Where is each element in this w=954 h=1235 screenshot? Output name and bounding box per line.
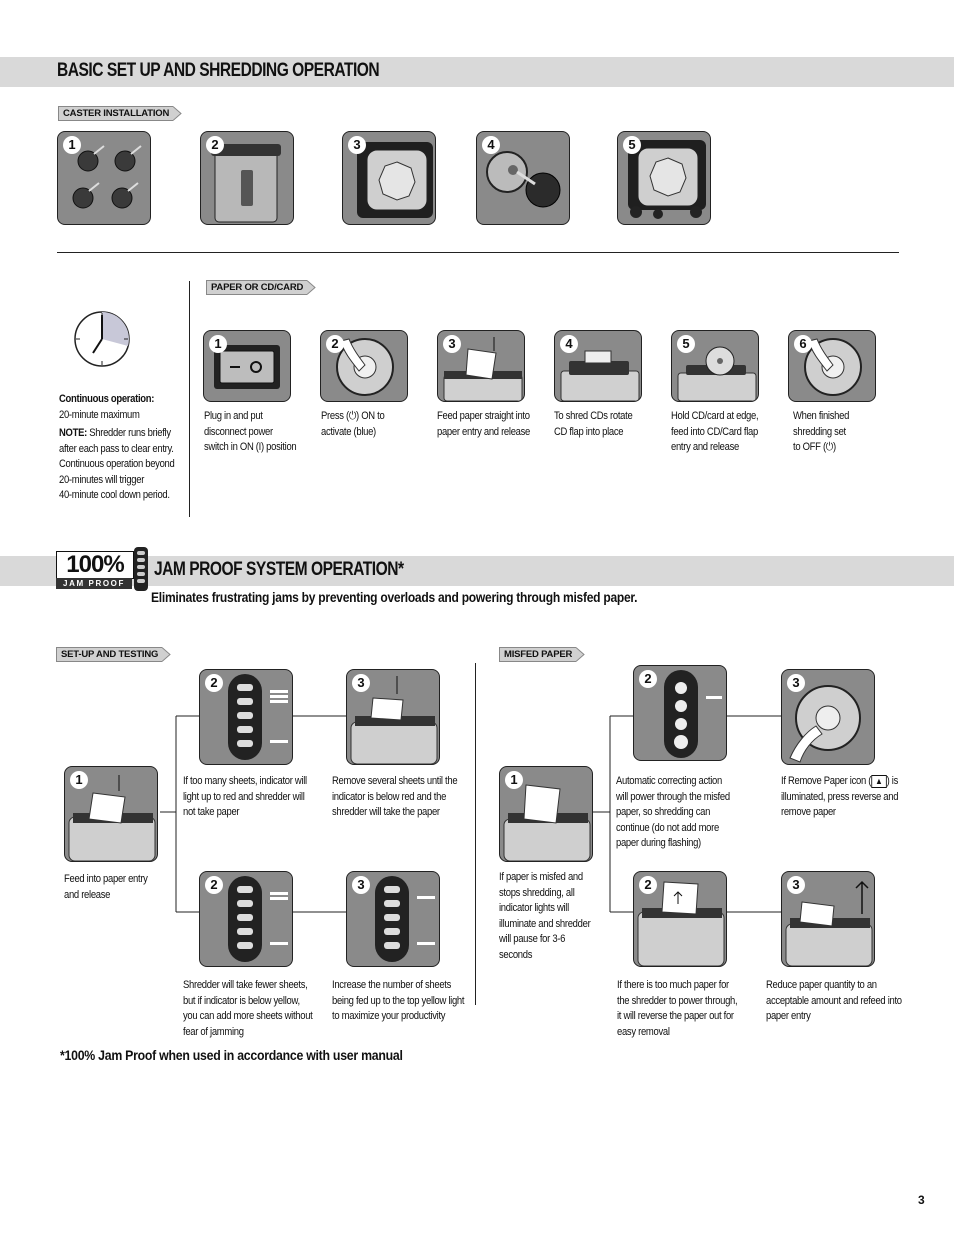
note-line: Continuous operation beyond <box>59 458 175 470</box>
paper-step-2-image <box>320 330 408 402</box>
caption-line: easy removal <box>617 1025 670 1038</box>
step-number: 2 <box>639 876 657 894</box>
caption-line: indicator is below red and the <box>332 790 447 803</box>
misfed-step-1-image <box>499 766 593 862</box>
clock-icon <box>72 309 132 369</box>
caption-line: seconds <box>499 948 533 961</box>
step-number: 3 <box>348 136 366 154</box>
logo-jam-proof: JAM PROOF <box>56 578 132 589</box>
setup-bot-2-caption <box>183 978 313 1040</box>
setup-bot-3-image <box>346 871 440 967</box>
paper-step-1-caption <box>204 409 296 456</box>
caption-line: Remove several sheets until the <box>332 775 458 787</box>
step-number: 2 <box>205 674 223 692</box>
caption-line: will power through the misfed <box>616 790 730 803</box>
step-number: 3 <box>787 674 805 692</box>
caption-line: feed into CD/Card flap <box>671 425 758 438</box>
caption-line: not take paper <box>183 806 240 818</box>
caption-line: disconnect power <box>204 425 273 438</box>
caption-line: paper entry and release <box>437 425 531 438</box>
step-number: 5 <box>677 335 695 353</box>
setup-step-1-caption <box>64 872 148 903</box>
vertical-divider <box>475 663 476 1005</box>
step-number: 5 <box>623 136 641 154</box>
caption-line: indicator lights will <box>499 902 569 914</box>
note-line: 20-minutes will trigger <box>59 473 145 486</box>
setup-bot-3-caption <box>332 978 464 1025</box>
misfed-top-2-caption <box>616 774 730 852</box>
indicator-lights-icon <box>134 547 148 591</box>
caption-line: and release <box>64 888 111 901</box>
caption-line: ) is <box>886 775 899 787</box>
footnote: *100% Jam Proof when used in accordance with user manual <box>60 1047 403 1063</box>
caster-installation-tag: CASTER INSTALLATION <box>58 106 183 120</box>
section-title-setup: BASIC SET UP AND SHREDDING OPERATION <box>57 60 380 81</box>
caption-line: CD flap into place <box>554 425 624 438</box>
caption-line: If too many sheets, indicator will <box>183 775 307 787</box>
paper-step-3-caption <box>437 409 530 440</box>
page-number: 3 <box>918 1193 925 1207</box>
caption-line: If Remove Paper icon ( <box>781 775 872 787</box>
caption-line: being fed up to the top yellow light <box>332 994 465 1007</box>
setup-step-1-image <box>64 766 158 862</box>
setup-top-2-image <box>199 669 293 765</box>
misfed-bot-2-caption <box>617 978 737 1040</box>
caster-step-4-image <box>476 131 570 225</box>
note-label: NOTE: <box>59 427 87 439</box>
step-number: 2 <box>205 876 223 894</box>
section-title-jam-proof: JAM PROOF SYSTEM OPERATION* <box>154 559 404 580</box>
misfed-top-3-caption <box>781 774 898 821</box>
note-line: Shredder runs briefly <box>89 427 171 439</box>
step-number: 1 <box>70 771 88 789</box>
misfed-bot-3-caption <box>766 978 902 1025</box>
step-number: 4 <box>560 335 578 353</box>
continuous-limit: 20-minute maximum <box>59 408 140 421</box>
caption-line: Shredder will take fewer sheets, <box>183 979 308 991</box>
vertical-divider <box>189 281 190 517</box>
caption-line: illuminate and shredder <box>499 917 591 930</box>
step-number: 2 <box>639 670 657 688</box>
caption-line: shredding set <box>793 425 846 438</box>
caption-line: Press (⏻) ON to <box>321 410 385 422</box>
misfed-paper-tag: MISFED PAPER <box>499 647 586 661</box>
jam-proof-subtitle: Eliminates frustrating jams by preventing overloads and powering through misfed paper. <box>151 589 638 605</box>
caption-line: shredder will take the paper <box>332 806 440 818</box>
paper-step-3-image <box>437 330 525 402</box>
caster-step-3-image <box>342 131 436 225</box>
step-number: 4 <box>482 136 500 154</box>
caption-line: Feed into paper entry <box>64 873 148 885</box>
paper-cd-card-tag: PAPER OR CD/CARD <box>206 280 317 294</box>
paper-step-4-image <box>554 330 642 402</box>
caption-line: paper entry <box>766 1010 811 1022</box>
paper-step-2-caption <box>321 409 384 440</box>
caption-line: paper during flashing) <box>616 837 701 849</box>
caption-line: the shredder to power through, <box>617 994 738 1007</box>
misfed-bot-3-image <box>781 871 875 967</box>
continuous-heading: Continuous operation: <box>59 393 155 405</box>
caption-line: Reduce paper quantity to an <box>766 979 877 991</box>
caption-line: fear of jamming <box>183 1025 244 1038</box>
step-number: 2 <box>326 335 344 353</box>
setup-testing-tag: SET-UP AND TESTING <box>56 647 172 661</box>
caption-line: Automatic correcting action <box>616 775 722 787</box>
setup-bot-2-image <box>199 871 293 967</box>
jam-proof-logo <box>56 547 150 593</box>
caption-line: If there is too much paper for <box>617 979 729 991</box>
caption-line: activate (blue) <box>321 425 376 438</box>
paper-step-4-caption <box>554 409 632 440</box>
caption-line: remove paper <box>781 806 836 818</box>
remove-paper-icon: ▲ <box>871 775 886 788</box>
paper-step-5-image <box>671 330 759 402</box>
misfed-top-2-image <box>633 665 727 761</box>
setup-top-2-caption <box>183 774 307 821</box>
step-number: 3 <box>352 876 370 894</box>
caption-line: If paper is misfed and <box>499 871 583 883</box>
caption-line: acceptable amount and refeed into <box>766 994 902 1007</box>
caster-step-5-image <box>617 131 711 225</box>
caption-line: continue (do not add more <box>616 821 719 834</box>
note-line: 40-minute cool down period. <box>59 489 170 501</box>
misfed-step-1-caption <box>499 870 590 963</box>
caption-line: will pause for 3-6 <box>499 933 566 945</box>
caption-line: switch in ON (I) position <box>204 441 297 453</box>
paper-step-1-image <box>203 330 291 402</box>
paper-step-5-caption <box>671 409 758 456</box>
caption-line: paper, so shredding can <box>616 806 711 818</box>
note-line: after each pass to clear entry. <box>59 442 174 455</box>
caption-line: to maximize your productivity <box>332 1010 446 1022</box>
caption-line: but if indicator is below yellow, <box>183 994 300 1007</box>
caption-line: to OFF (⏻) <box>793 441 836 453</box>
caption-line: To shred CDs rotate <box>554 410 633 422</box>
caption-line: it will reverse the paper out for <box>617 1010 734 1022</box>
caption-line: light up to red and shredder will <box>183 790 305 803</box>
step-number: 2 <box>206 136 224 154</box>
step-number: 6 <box>794 335 812 353</box>
step-number: 1 <box>209 335 227 353</box>
paper-step-6-caption <box>793 409 849 456</box>
misfed-top-3-image <box>781 669 875 765</box>
caption-line: When finished <box>793 410 850 422</box>
step-number: 3 <box>787 876 805 894</box>
caption-line: illuminated, press reverse and <box>781 790 899 803</box>
divider <box>57 252 899 253</box>
paper-step-6-image <box>788 330 876 402</box>
caster-step-1-image <box>57 131 151 225</box>
misfed-bot-2-image <box>633 871 727 967</box>
step-number: 3 <box>443 335 461 353</box>
caption-line: entry and release <box>671 441 739 453</box>
caption-line: you can add more sheets without <box>183 1010 313 1022</box>
caption-line: Hold CD/card at edge, <box>671 410 759 422</box>
caption-line: Plug in and put <box>204 410 263 422</box>
caption-line: Feed paper straight into <box>437 410 530 422</box>
setup-top-3-caption <box>332 774 457 821</box>
caption-line: stops shredding, all <box>499 886 575 899</box>
step-number: 3 <box>352 674 370 692</box>
continuous-operation-text <box>59 392 174 504</box>
step-number: 1 <box>505 771 523 789</box>
logo-percent: 100% <box>56 551 134 579</box>
setup-top-3-image <box>346 669 440 765</box>
step-number: 1 <box>63 136 81 154</box>
caption-line: Increase the number of sheets <box>332 979 452 991</box>
caster-step-2-image <box>200 131 294 225</box>
